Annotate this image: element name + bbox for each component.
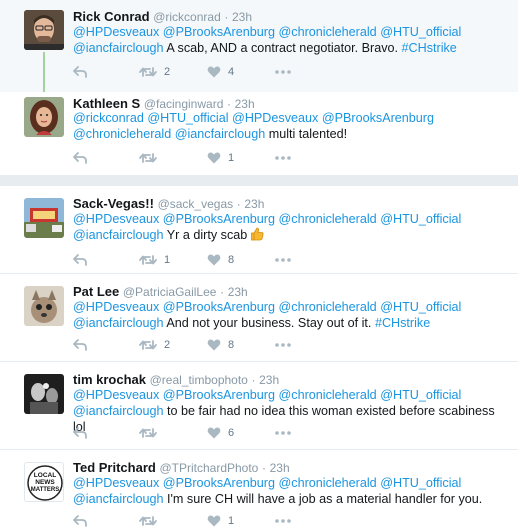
reply-button[interactable] [73, 64, 87, 80]
timestamp[interactable]: 23h [227, 285, 248, 299]
dot-separator: · [251, 373, 256, 387]
tweet-message: Yr a dirty scab [166, 228, 248, 242]
author-name[interactable]: Rick Conrad [73, 9, 150, 24]
dot-separator: · [220, 285, 225, 299]
tweet-text [73, 110, 508, 142]
author-handle[interactable]: @facinginward [143, 97, 224, 111]
author-handle[interactable]: @PatriciaGailLee [122, 285, 217, 299]
reply-icon [73, 254, 87, 266]
thread-line [43, 52, 45, 92]
like-button[interactable] [207, 150, 234, 166]
dot-separator: · [261, 461, 266, 475]
more-options-button[interactable] [275, 513, 291, 528]
tweet[interactable] [0, 186, 518, 274]
like-count: 1 [228, 152, 235, 164]
author-name[interactable]: tim krochak [73, 372, 146, 387]
author-handle[interactable]: @real_timbophoto [149, 373, 248, 387]
like-button[interactable] [207, 513, 234, 528]
tweet-message: I'm sure CH will have a job as a material handler for you. [167, 492, 483, 506]
more-icon [275, 343, 291, 347]
more-icon [275, 156, 291, 160]
mention-link[interactable]: @chronicleherald [278, 300, 377, 314]
reply-button[interactable] [73, 337, 87, 353]
reply-icon [73, 152, 87, 164]
heart-icon [207, 427, 221, 439]
tweet-message: A scab, AND a contract negotiator. Bravo. [166, 41, 399, 55]
mention-link[interactable]: @PBrooksArenburg [162, 212, 275, 226]
avatar[interactable] [24, 374, 64, 414]
like-count: 8 [228, 339, 235, 351]
mention-link[interactable]: @HTU_official [380, 300, 462, 314]
author-name[interactable]: Pat Lee [73, 284, 120, 299]
tweet[interactable] [0, 450, 518, 528]
more-icon [275, 519, 291, 523]
mention-link[interactable]: @PBrooksArenburg [162, 300, 275, 314]
tweet-message: And not your business. Stay out of it. [166, 316, 372, 330]
timestamp[interactable]: 23h [259, 373, 280, 387]
mention-link[interactable]: @HPDesveaux [73, 300, 160, 314]
more-icon [275, 258, 291, 262]
reply-button[interactable] [73, 252, 87, 268]
tweet-message: multi talented! [268, 127, 348, 141]
avatar-text: LOCAL [33, 472, 57, 479]
mention-link[interactable]: @HPDesveaux [232, 111, 319, 125]
timestamp[interactable]: 23h [232, 10, 253, 24]
tweet-message: to be fair had no idea this woman existed before scabiness lol [73, 404, 495, 434]
mention-link[interactable]: @HTU_official [380, 212, 462, 226]
mention-link[interactable]: @iancfairclough [73, 404, 164, 418]
mention-link[interactable]: @iancfairclough [73, 228, 164, 242]
avatar-text: NEWS [35, 479, 55, 486]
mention-link[interactable]: @chronicleherald [278, 25, 377, 39]
more-options-button[interactable] [275, 64, 291, 80]
author-handle[interactable]: @TPritchardPhoto [159, 461, 259, 475]
more-icon [275, 70, 291, 74]
hashtag-link[interactable]: #CHstrike [374, 316, 431, 330]
timestamp[interactable]: 23h [244, 197, 265, 211]
mention-link[interactable]: @chronicleherald [278, 476, 377, 490]
conversation-separator [0, 176, 518, 186]
like-button[interactable] [207, 425, 234, 441]
retweet-button[interactable] [139, 64, 170, 80]
mention-link[interactable]: @HPDesveaux [73, 476, 160, 490]
retweet-count: 1 [164, 254, 171, 266]
avatar-text: MATTERS [30, 487, 60, 493]
like-count: 8 [228, 254, 235, 266]
like-count: 4 [228, 66, 235, 78]
retweet-icon [139, 66, 157, 78]
author-name[interactable]: Ted Pritchard [73, 460, 156, 475]
reply-icon [73, 427, 87, 439]
mention-link[interactable]: @HTU_official [380, 388, 462, 402]
mention-link[interactable]: @chronicleherald [73, 127, 172, 141]
reply-icon [73, 515, 87, 527]
tweet-text [73, 24, 508, 56]
mention-link[interactable]: @chronicleherald [278, 388, 377, 402]
avatar[interactable] [24, 286, 64, 326]
hashtag-link[interactable]: #CHstrike [401, 41, 457, 55]
retweet-icon [139, 152, 157, 164]
avatar[interactable] [24, 97, 64, 137]
mention-link[interactable]: @HPDesveaux [73, 212, 160, 226]
tweet-text [73, 475, 508, 507]
heart-icon [207, 66, 221, 78]
avatar[interactable] [24, 198, 64, 238]
retweet-button[interactable] [139, 337, 170, 353]
retweet-icon [139, 515, 157, 527]
retweet-icon [139, 427, 157, 439]
retweet-icon [139, 254, 157, 266]
dot-separator: · [224, 10, 229, 24]
like-button[interactable] [207, 337, 234, 353]
author-name[interactable]: Sack-Vegas!! [73, 196, 154, 211]
retweet-button[interactable] [139, 513, 157, 528]
timestamp[interactable]: 23h [269, 461, 290, 475]
retweet-button[interactable] [139, 150, 157, 166]
reply-button[interactable] [73, 425, 87, 441]
avatar[interactable] [24, 462, 64, 502]
reply-button[interactable] [73, 513, 87, 528]
mention-link[interactable]: @rickconrad [73, 111, 144, 125]
mention-link[interactable]: @HTU_official [380, 25, 462, 39]
more-icon [275, 431, 291, 435]
mention-link[interactable]: @HPDesveaux [73, 25, 160, 39]
mention-link[interactable]: @PBrooksArenburg [162, 388, 275, 402]
author-handle[interactable]: @sack_vegas [157, 197, 234, 211]
more-options-button[interactable] [275, 337, 291, 353]
heart-icon [207, 515, 221, 527]
dot-separator: · [227, 97, 231, 111]
mention-link[interactable]: @iancfairclough [73, 41, 164, 55]
tweet[interactable] [0, 274, 518, 362]
tweet[interactable] [0, 0, 518, 92]
retweet-button[interactable] [139, 252, 170, 268]
thumbs-up-icon [251, 227, 264, 241]
like-button[interactable] [207, 252, 234, 268]
heart-icon [207, 152, 221, 164]
mention-link[interactable]: @iancfairclough [174, 127, 266, 141]
more-options-button[interactable] [275, 150, 291, 166]
retweet-icon [139, 339, 157, 351]
dot-separator: · [236, 197, 241, 211]
tweet[interactable] [0, 92, 518, 176]
mention-link[interactable]: @iancfairclough [73, 316, 164, 330]
avatar[interactable] [24, 10, 64, 50]
timestamp[interactable]: 23h [234, 97, 255, 111]
like-count: 1 [228, 515, 235, 527]
mention-link[interactable]: @HPDesveaux [73, 388, 160, 402]
tweet[interactable] [0, 362, 518, 450]
reply-button[interactable] [73, 150, 87, 166]
mention-link[interactable]: @HTU_official [380, 476, 462, 490]
like-count: 6 [228, 427, 235, 439]
like-button[interactable] [207, 64, 234, 80]
retweet-count: 2 [164, 66, 171, 78]
author-handle[interactable]: @rickconrad [153, 10, 221, 24]
reply-icon [73, 66, 87, 78]
heart-icon [207, 339, 221, 351]
mention-link[interactable]: @PBrooksArenburg [321, 111, 435, 125]
mention-link[interactable]: @PBrooksArenburg [162, 476, 275, 490]
retweet-count: 2 [164, 339, 171, 351]
tweet-text [73, 211, 508, 243]
mention-link[interactable]: @iancfairclough [73, 492, 164, 506]
author-name[interactable]: Kathleen S [73, 96, 141, 111]
mention-link[interactable]: @PBrooksArenburg [162, 25, 275, 39]
heart-icon [207, 254, 221, 266]
more-options-button[interactable] [275, 425, 291, 441]
reply-icon [73, 339, 87, 351]
mention-link[interactable]: @chronicleherald [278, 212, 377, 226]
more-options-button[interactable] [275, 252, 291, 268]
retweet-button[interactable] [139, 425, 157, 441]
mention-link[interactable]: @HTU_official [147, 111, 229, 125]
tweet-text [73, 299, 508, 331]
